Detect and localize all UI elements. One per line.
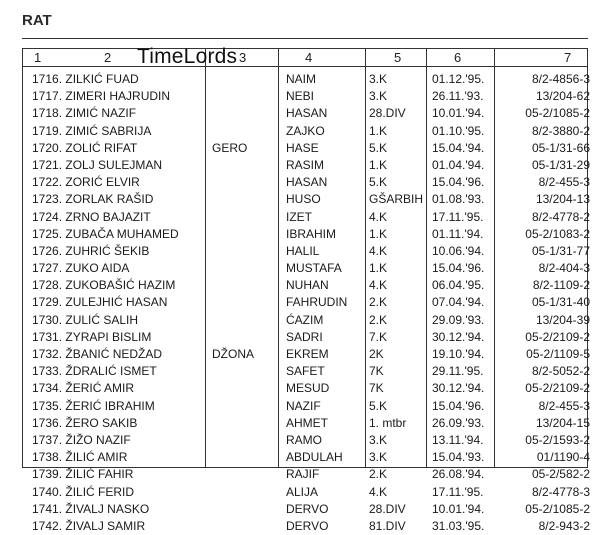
unit-cell: 2.K (369, 467, 388, 482)
unit-cell: 1.K (369, 261, 388, 276)
father-name-cell: HUSO (286, 192, 321, 207)
person-name-cell: 1716. ZILKIĆ FUAD (32, 72, 139, 86)
reference-cell: 05-2/582-2 (531, 467, 590, 482)
person-name-cell: 1731. ZYRAPI BISLIM (32, 329, 152, 344)
date-cell: 01.04.'94. (432, 157, 485, 172)
unit-cell: 7K (369, 381, 384, 396)
reference-cell: 8/2-3880-2 (531, 123, 590, 138)
watermark-text: TimeLords (137, 45, 238, 68)
unit-cell: 5.K (369, 398, 388, 413)
person-name-cell: 1734. ŽERIĆ AMIR (32, 381, 135, 396)
reference-cell: 8/2-1109-2 (532, 278, 590, 293)
father-name-cell: MESUD (286, 381, 330, 396)
table-body (0, 71, 610, 535)
unit-cell: 5.K (369, 175, 388, 190)
table-row (0, 123, 610, 140)
reference-cell: 8/2-5052-2 (531, 364, 590, 379)
father-name-cell: FAHRUDIN (286, 295, 348, 310)
person-name-cell: 1741. ŽIVALJ NASKO (32, 501, 150, 516)
father-name-cell: HALIL (286, 243, 320, 258)
father-name-cell: IBRAHIM (286, 226, 337, 241)
person-name-cell: 1721. ZOLJ SULEJMAN (32, 157, 163, 172)
person-name-cell: 1730. ZULIĆ SALIH (32, 312, 139, 327)
date-cell: 17.11.'95. (432, 209, 484, 224)
column-number: 7 (564, 50, 572, 65)
page-title: RAT (22, 12, 52, 29)
reference-cell: 05-1/31-40 (531, 295, 590, 310)
table-row (0, 466, 610, 483)
father-name-cell: ĆAZIM (286, 312, 324, 327)
father-name-cell: IZET (286, 209, 312, 224)
date-cell: 10.01.'94. (432, 106, 485, 121)
person-name-cell: 1732. ŽBANIĆ NEDŽAD (32, 347, 163, 361)
nickname-cell: GERO (212, 140, 248, 155)
nickname-cell: DŽONA (212, 347, 254, 361)
reference-cell: 8/2-455-3 (538, 398, 590, 413)
date-cell: 07.04.'94. (432, 295, 485, 310)
reference-cell: 13/204-39 (535, 312, 590, 327)
date-cell: 19.10.'94. (432, 347, 485, 361)
unit-cell: 2K (369, 347, 384, 361)
unit-cell: 4.K (369, 243, 388, 258)
table-row (0, 346, 610, 363)
father-name-cell: EKREM (286, 347, 329, 361)
table-row (0, 398, 610, 415)
date-cell: 26.09.'93. (432, 415, 485, 430)
father-name-cell: HASAN (286, 106, 328, 121)
date-cell: 30.12.'94. (432, 329, 485, 344)
table-row (0, 140, 610, 157)
person-name-cell: 1719. ZIMIĆ SABRIJA (32, 123, 152, 138)
date-cell: 13.11.'94. (432, 432, 484, 447)
date-cell: 10.06.'94. (432, 243, 485, 258)
reference-cell: 05-2/2109-2 (525, 381, 590, 396)
table-row (0, 432, 610, 449)
reference-cell: 13/204-62 (535, 89, 590, 104)
reference-cell: 05-2/1109-5 (526, 347, 590, 361)
reference-cell: 05-2/2109-2 (525, 329, 590, 344)
unit-cell: 7K (369, 364, 384, 379)
father-name-cell: ALIJA (286, 484, 319, 499)
table-row (0, 191, 610, 208)
person-name-cell: 1723. ZORLAK RAŠID (32, 192, 154, 207)
unit-cell: 28.DIV (369, 501, 406, 516)
father-name-cell: HASE (286, 140, 319, 155)
table-row (0, 226, 610, 243)
table-row (0, 501, 610, 518)
reference-cell: 05-2/1593-2 (525, 432, 590, 447)
unit-cell: 4.K (369, 278, 388, 293)
date-cell: 06.04.'95. (432, 278, 485, 293)
unit-cell: 2.K (369, 312, 388, 327)
reference-cell: 05-1/31-66 (531, 140, 590, 155)
date-cell: 30.12.'94. (432, 381, 485, 396)
unit-cell: 4.K (369, 209, 388, 224)
father-name-cell: NAIM (286, 72, 316, 86)
person-name-cell: 1717. ZIMERI HAJRUDIN (32, 89, 171, 104)
date-cell: 15.04.'93. (432, 450, 485, 465)
table-row (0, 380, 610, 397)
table-row (0, 174, 610, 191)
unit-cell: 5.K (369, 140, 388, 155)
date-cell: 15.04.'96. (432, 398, 485, 413)
person-name-cell: 1742. ŽIVALJ SAMIR (32, 518, 146, 533)
father-name-cell: SADRI (286, 329, 323, 344)
unit-cell: 3.K (369, 450, 388, 465)
unit-cell: 4.K (369, 484, 388, 499)
table-row (0, 243, 610, 260)
unit-cell: 1.K (369, 123, 388, 138)
unit-cell: 7.K (369, 329, 388, 344)
father-name-cell: AHMET (286, 415, 328, 430)
father-name-cell: ZAJKO (286, 123, 325, 138)
date-cell: 01.12.'95. (432, 72, 485, 86)
unit-cell: 1.K (369, 157, 388, 172)
reference-cell: 13/204-15 (535, 415, 590, 430)
person-name-cell: 1726. ZUHRIĆ ŠEKIB (32, 243, 150, 258)
father-name-cell: HASAN (286, 175, 328, 190)
person-name-cell: 1739. ŽILIĆ FAHIR (32, 467, 134, 482)
reference-cell: 05-2/1085-2 (525, 106, 590, 121)
unit-cell: 2.K (369, 295, 388, 310)
reference-cell: 8/2-943-2 (538, 518, 590, 533)
table-row (0, 449, 610, 466)
table-row (0, 312, 610, 329)
table-row (0, 157, 610, 174)
table-row (0, 105, 610, 122)
person-name-cell: 1733. ŽDRALIĆ ISMET (32, 364, 157, 379)
reference-cell: 05-1/31-77 (531, 243, 590, 258)
date-cell: 15.04.'94. (432, 140, 485, 155)
person-name-cell: 1735. ŽERIĆ IBRAHIM (32, 398, 155, 413)
reference-cell: 13/204-13 (535, 192, 590, 207)
column-number: 3 (239, 50, 247, 65)
date-cell: 01.08.'93. (432, 192, 485, 207)
table-row (0, 363, 610, 380)
unit-cell: 3.K (369, 432, 388, 447)
table-row (0, 294, 610, 311)
column-number: 5 (394, 50, 402, 65)
person-name-cell: 1720. ZOLIĆ RIFAT (32, 140, 138, 155)
reference-cell: 8/2-404-3 (538, 261, 590, 276)
table-row (0, 484, 610, 501)
table-row (0, 71, 610, 88)
unit-cell: 81.DIV (369, 518, 406, 533)
person-name-cell: 1738. ŽILIĆ AMIR (32, 450, 128, 465)
column-number: 4 (305, 50, 313, 65)
father-name-cell: RAJIF (286, 467, 320, 482)
person-name-cell: 1718. ZIMIĆ NAZIF (32, 106, 137, 121)
father-name-cell: SAFET (286, 364, 325, 379)
date-cell: 31.03.'95. (432, 518, 485, 533)
person-name-cell: 1725. ZUBAČA MUHAMED (32, 226, 179, 241)
father-name-cell: DERVO (286, 518, 329, 533)
date-cell: 17.11.'95. (432, 484, 484, 499)
date-cell: 10.01.'94. (432, 501, 485, 516)
unit-cell: 1.K (369, 226, 388, 241)
reference-cell: 8/2-4778-2 (531, 209, 590, 224)
father-name-cell: NAZIF (286, 398, 321, 413)
date-cell: 15.04.'96. (432, 175, 485, 190)
date-cell: 29.09.'93. (432, 312, 485, 327)
table-row (0, 88, 610, 105)
date-cell: 29.11.'95. (432, 364, 484, 379)
unit-cell: 1. mtbr (369, 415, 407, 430)
person-name-cell: 1740. ŽILIĆ FERID (32, 484, 135, 499)
table-row (0, 209, 610, 226)
reference-cell: 8/2-455-3 (538, 175, 590, 190)
person-name-cell: 1729. ZULEJHIĆ HASAN (32, 295, 168, 310)
column-number: 1 (34, 50, 42, 65)
person-name-cell: 1736. ŽERO SAKIB (32, 415, 138, 430)
date-cell: 15.04.'96. (432, 261, 485, 276)
reference-cell: 05-2/1083-2 (525, 226, 590, 241)
father-name-cell: NUHAN (286, 278, 329, 293)
reference-cell: 05-2/1085-2 (525, 501, 590, 516)
reference-cell: 05-1/31-29 (531, 157, 590, 172)
father-name-cell: RASIM (286, 157, 325, 172)
reference-cell: 8/2-4778-3 (531, 484, 590, 499)
unit-cell: 3.K (369, 89, 388, 104)
unit-cell: GŠARBIH (369, 192, 424, 207)
father-name-cell: ABDULAH (286, 450, 343, 465)
table-row (0, 277, 610, 294)
father-name-cell: RAMO (286, 432, 322, 447)
table-row (0, 260, 610, 277)
top-divider (22, 38, 588, 39)
table-row (0, 415, 610, 432)
person-name-cell: 1728. ZUKOBAŠIĆ HAZIM (32, 278, 176, 293)
table-row (0, 329, 610, 346)
table-row (0, 518, 610, 535)
reference-cell: 01/1190-4 (536, 450, 590, 465)
column-number: 2 (104, 50, 112, 65)
father-name-cell: DERVO (286, 501, 329, 516)
column-number: 6 (454, 50, 462, 65)
reference-cell: 8/2-4856-3 (531, 72, 590, 86)
father-name-cell: NEBI (286, 89, 315, 104)
header-divider (23, 66, 587, 67)
person-name-cell: 1724. ZRNO BAJAZIT (32, 209, 151, 224)
person-name-cell: 1722. ZORIĆ ELVIR (32, 175, 140, 190)
date-cell: 26.11.'93. (432, 89, 484, 104)
father-name-cell: MUSTAFA (286, 261, 342, 276)
date-cell: 01.11.'94. (432, 226, 484, 241)
unit-cell: 3.K (369, 72, 388, 86)
date-cell: 26.08.'94. (432, 467, 485, 482)
unit-cell: 28.DIV (369, 106, 406, 121)
person-name-cell: 1727. ZUKO AIDA (32, 261, 130, 276)
date-cell: 01.10.'95. (432, 123, 485, 138)
person-name-cell: 1737. ŽIŽO NAZIF (32, 432, 131, 447)
